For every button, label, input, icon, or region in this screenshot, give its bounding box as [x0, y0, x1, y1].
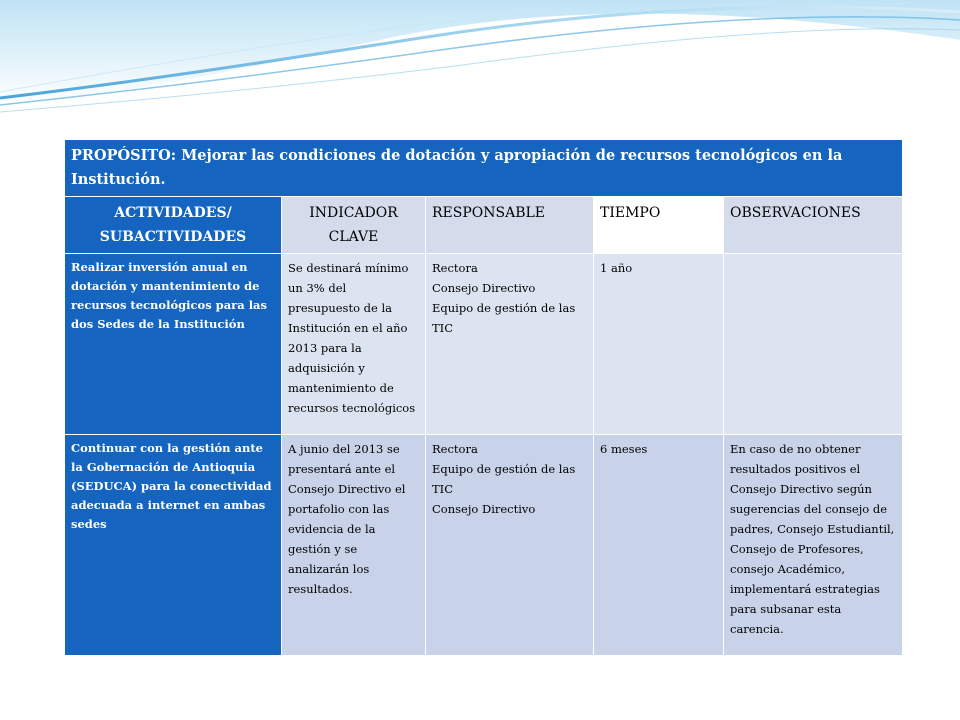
header-observaciones: OBSERVACIONES — [724, 197, 903, 254]
proposito-text: Mejorar las condiciones de dotación y apropiación de recursos tecnológicos en la Institución. — [71, 147, 843, 188]
indicador-cell: Se destinará mínimo un 3% del presupuesto de la Institución en el año 2013 para la adquisición y mantenimiento de recursos tecnológicos — [282, 254, 426, 435]
plan-table — [64, 139, 903, 656]
decorative-wave-header — [0, 0, 960, 130]
responsable-item: Consejo Directivo — [432, 281, 536, 295]
header-actividades — [65, 197, 282, 254]
header-actividades-line1: ACTIVIDADES/ — [114, 205, 232, 221]
proposito-label: PROPÓSITO: — [71, 147, 177, 164]
responsable-item: Rectora — [432, 261, 478, 275]
header-indicador — [282, 197, 426, 254]
indicador-cell: A junio del 2013 se presentará ante el Consejo Directivo el portafolio con las evidencia de la gestión y se analizarán los resultados. — [282, 435, 426, 656]
header-indicador-line2: CLAVE — [328, 229, 379, 245]
responsable-cell — [426, 435, 594, 656]
proposito-cell — [65, 140, 903, 197]
table-row — [65, 435, 903, 656]
header-indicador-line1: INDICADOR — [309, 205, 398, 221]
header-row — [65, 197, 903, 254]
observaciones-cell: En caso de no obtener resultados positivos el Consejo Directivo según sugerencias del consejo de padres, Consejo Estudiantil, Consejo de Profesores, consejo Académico, implementará estrategias para subsanar esta carencia. — [724, 435, 903, 656]
responsable-item: Consejo Directivo — [432, 502, 536, 516]
proposito-row — [65, 140, 903, 197]
responsable-item: Rectora — [432, 442, 478, 456]
header-actividades-line2: SUBACTIVIDADES — [99, 229, 247, 245]
responsable-item: Equipo de gestión de las TIC — [432, 462, 576, 496]
responsable-cell — [426, 254, 594, 435]
header-tiempo: TIEMPO — [594, 197, 724, 254]
observaciones-cell — [724, 254, 903, 435]
actividad-cell: Realizar inversión anual en dotación y mantenimiento de recursos tecnológicos para las dos Sedes de la Institución — [65, 254, 282, 435]
responsable-item: Equipo de gestión de las TIC — [432, 301, 576, 335]
actividad-cell: Continuar con la gestión ante la Gobernación de Antioquia (SEDUCA) para la conectividad adecuada a internet en ambas sedes — [65, 435, 282, 656]
table-row — [65, 254, 903, 435]
header-responsable: RESPONSABLE — [426, 197, 594, 254]
tiempo-cell: 1 año — [594, 254, 724, 435]
tiempo-cell: 6 meses — [594, 435, 724, 656]
